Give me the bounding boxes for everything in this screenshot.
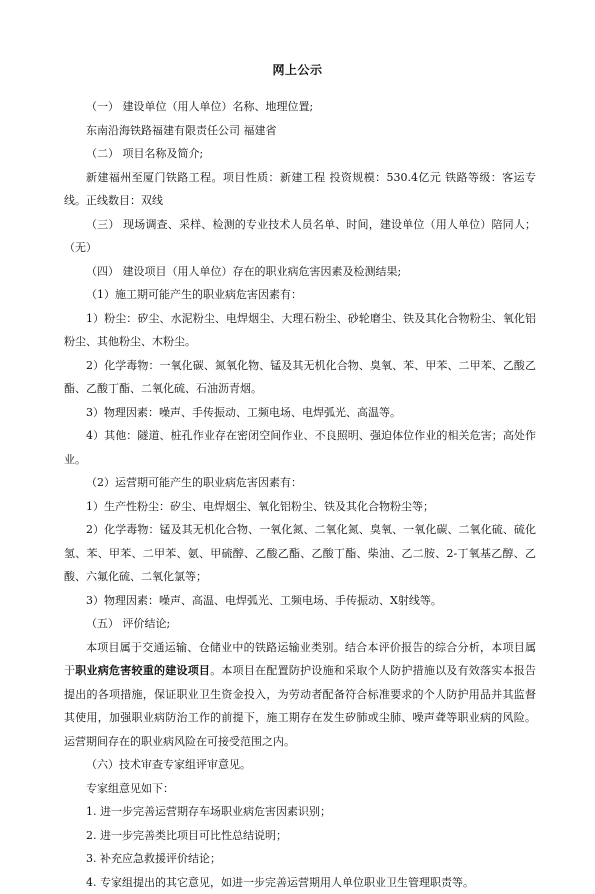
section-1-content: 东南沿海铁路福建有限责任公司 福建省 [64, 119, 536, 143]
expert-opinion-intro: 专家组意见如下： [64, 777, 536, 801]
conclusion-bold-text: 职业病危害较重的建设项目 [75, 664, 210, 677]
section-6-heading: （六）技术审查专家组评审意见。 [64, 753, 536, 777]
document-body [64, 95, 536, 894]
construction-item-3: 3）物理因素：噪声、手传振动、工频电场、电焊弧光、高温等。 [64, 401, 536, 425]
conclusion-text-part2: 。本项目在配置防护设施和采取个人防护措施以及有效落实本报告提出的各项措施，保证职业卫生资金投入，为劳动者配备符合标准要求的个人防护用品并其监督其使用，加强职业病防治工作的前提下，施工期存在发生矽肺或尘肺、噪声聋等职业病的风险。运营期间存在的职业病风险在可接受范围之内。 [64, 664, 536, 748]
operation-item-1: 1）生产性粉尘：矽尘、电焊烟尘、氧化铝粉尘、铁及其化合物粉尘等； [64, 495, 536, 519]
section-3-content: （三） 现场调查、采样、检测的专业技术人员名单、时间，建设单位（用人单位）陪同人；（无） [64, 213, 536, 260]
expert-opinion-2: 2. 进一步完善类比项目可比性总结说明； [64, 824, 536, 848]
section-1-heading: （一） 建设单位（用人单位）名称、地理位置; [64, 95, 536, 119]
section-4-heading: （四） 建设项目（用人单位）存在的职业病危害因素及检测结果; [64, 260, 536, 284]
construction-item-4: 4）其他：隧道、桩孔作业存在密闭空间作业、不良照明、强迫体位作业的相关危害；高处作业。 [64, 424, 536, 471]
section-5-conclusion [64, 636, 536, 754]
expert-opinion-4: 4. 专家组提出的其它意见，如进一步完善运营期用人单位职业卫生管理职责等。 [64, 871, 536, 894]
expert-opinion-3: 3. 补充应急救援评价结论； [64, 847, 536, 871]
expert-opinion-1: 1. 进一步完善运营期存车场职业病危害因素识别； [64, 800, 536, 824]
operation-item-2: 2）化学毒物：锰及其无机化合物、一氧化氮、二氧化氮、臭氧、一氧化碳、二氧化硫、硫化氢、苯、甲苯、二甲苯、氨、甲硫醇、乙酸乙酯、乙酸丁酯、柴油、乙二胺、2-丁氧基乙醇、乙酸、六氟化硫、二氧化氯等； [64, 518, 536, 589]
section-2-heading: （二） 项目名称及简介; [64, 142, 536, 166]
operation-item-3: 3）物理因素：噪声、高温、电焊弧光、工频电场、手传振动、X射线等。 [64, 589, 536, 613]
section-5-heading: （五） 评价结论; [64, 612, 536, 636]
operation-heading: （2）运营期可能产生的职业病危害因素有： [64, 471, 536, 495]
section-2-content: 新建福州至厦门铁路工程。项目性质：新建工程 投资规模：530.4亿元 铁路等级：客运专线。正线数目：双线 [64, 166, 536, 213]
construction-heading: （1）施工期可能产生的职业病危害因素有： [64, 283, 536, 307]
conclusion-text-part1: 本项目属于交通运输、仓储业中的铁路运输业类别。结合本评价报告的综合分析，本项目属于 [64, 641, 536, 678]
page-title: 网上公示 [0, 62, 595, 78]
construction-item-1: 1）粉尘：矽尘、水泥粉尘、电焊烟尘、大理石粉尘、砂轮磨尘、铁及其化合物粉尘、氧化铝粉尘、其他粉尘、木粉尘。 [64, 307, 536, 354]
construction-item-2: 2）化学毒物：一氧化碳、氮氧化物、锰及其无机化合物、臭氧、苯、甲苯、二甲苯、乙酸乙酯、乙酸丁酯、二氧化硫、石油沥青烟。 [64, 354, 536, 401]
